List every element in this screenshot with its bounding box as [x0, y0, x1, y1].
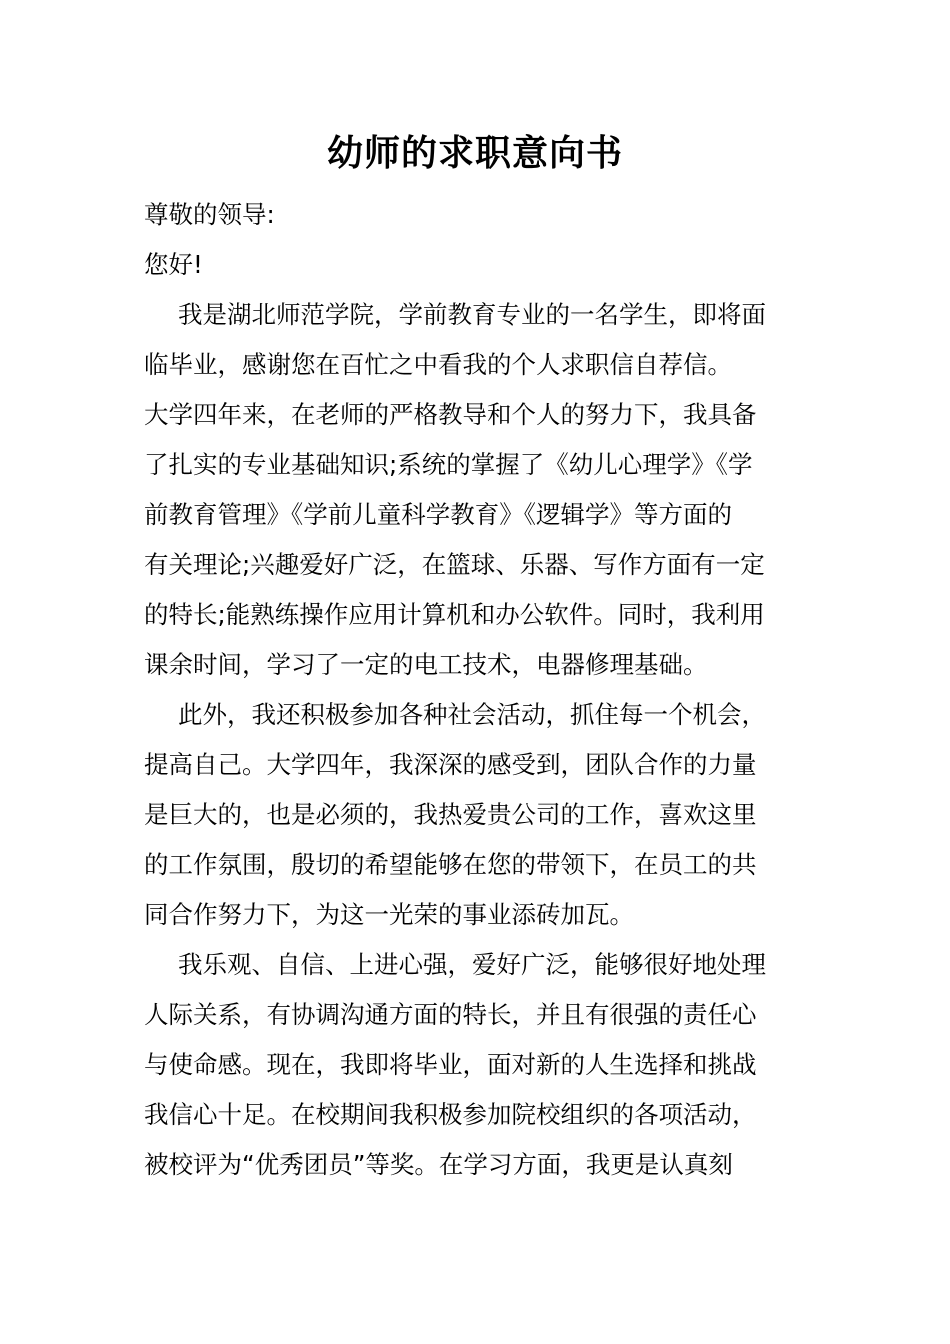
body-line: 是巨大的，也是必须的，我热爱贵公司的工作，喜欢这里: [144, 800, 757, 829]
body-line: 临毕业，感谢您在百忙之中看我的个人求职信自荐信。: [144, 350, 732, 379]
body-line: 我乐观、自信、上进心强，爱好广泛，能够很好地处理: [178, 950, 766, 979]
body-line: 您好!: [144, 250, 203, 279]
body-line: 有关理论;兴趣爱好广泛，在篮球、乐器、写作方面有一定: [144, 550, 765, 579]
body-line: 与使命感。现在，我即将毕业，面对新的人生选择和挑战: [144, 1050, 757, 1079]
document-title: 幼师的求职意向书: [326, 133, 623, 174]
body-line: 我信心十足。在校期间我积极参加院校组织的各项活动，: [144, 1100, 757, 1129]
body-line: 此外，我还积极参加各种社会活动，抓住每一个机会，: [178, 700, 766, 729]
body-line: 我是湖北师范学院，学前教育专业的一名学生，即将面: [178, 300, 766, 329]
body-line: 了扎实的专业基础知识;系统的掌握了《幼儿心理学》《学: [144, 450, 753, 479]
body-line: 前教育管理》《学前儿童科学教育》《逻辑学》等方面的: [144, 500, 732, 529]
body-line: 被校评为“优秀团员”等奖。在学习方面，我更是认真刻: [144, 1150, 733, 1179]
body-line: 大学四年来，在老师的严格教导和个人的努力下，我具备: [144, 400, 757, 429]
body-line: 尊敬的领导:: [144, 200, 275, 229]
body-line: 的工作氛围，殷切的希望能够在您的带领下，在员工的共: [144, 850, 757, 879]
body-line: 人际关系，有协调沟通方面的特长，并且有很强的责任心: [144, 1000, 757, 1029]
body-line: 课余时间，学习了一定的电工技术，电器修理基础。: [144, 650, 708, 679]
document-body: [144, 190, 810, 1190]
body-line: 的特长;能熟练操作应用计算机和办公软件。同时，我利用: [144, 600, 765, 629]
body-line: 同合作努力下，为这一光荣的事业添砖加瓦。: [144, 900, 634, 929]
body-line: 提高自己。大学四年，我深深的感受到，团队合作的力量: [144, 750, 757, 779]
